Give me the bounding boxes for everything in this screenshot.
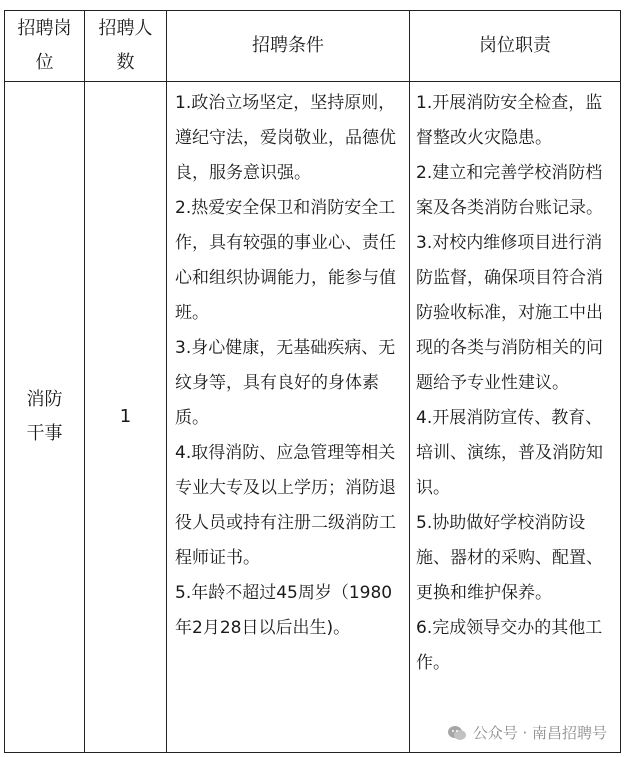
condition-item: 1.政治立场坚定，坚持原则，遵纪守法，爱岗敬业，品德优良，服务意识强。: [175, 93, 396, 183]
condition-item: 5.年龄不超过45周岁（1980年2月28日以后出生)。: [175, 583, 393, 638]
cell-count: 1: [85, 82, 167, 753]
watermark: [447, 722, 607, 743]
header-position: [5, 11, 85, 82]
position-line-1: 消防: [26, 389, 63, 410]
cell-duties: [410, 82, 621, 753]
duty-item: 3.对校内维修项目进行消防监督，确保项目符合消防验收标准，对施工中出现的各类与消防相关的问题给予专业性建议。: [416, 233, 603, 393]
header-position-line-2: 位: [35, 52, 54, 73]
condition-item: 4.取得消防、应急管理等相关专业大专及以上学历；消防退役人员或持有注册二级消防工程师证书。: [175, 443, 396, 568]
header-count: [85, 11, 167, 82]
table-row: [5, 82, 621, 753]
position-line-2: 干事: [26, 423, 63, 444]
duty-item: 1.开展消防安全检查，监督整改火灾隐患。: [416, 93, 603, 148]
watermark-text: 公众号 · 南昌招聘号: [472, 724, 607, 742]
wechat-official-account-icon: [447, 724, 467, 742]
header-row: [5, 11, 621, 82]
condition-item: 2.热爱安全保卫和消防安全工作，具有较强的事业心、责任心和组织协调能力，能参与值班。: [175, 198, 396, 323]
header-position-line-1: 招聘岗: [17, 18, 72, 39]
duty-item: 5.协助做好学校消防设施、器材的采购、配置、更换和维护保养。: [416, 513, 603, 603]
header-duties: 岗位职责: [410, 11, 621, 82]
duty-item: 2.建立和完善学校消防档案及各类消防台账记录。: [416, 163, 603, 218]
header-conditions: 招聘条件: [167, 11, 410, 82]
header-count-line-2: 数: [116, 52, 135, 73]
condition-item: 3.身心健康，无基础疾病、无纹身等，具有良好的身体素质。: [175, 338, 396, 428]
duty-item: 6.完成领导交办的其他工作。: [416, 618, 603, 673]
cell-position: [5, 82, 85, 753]
header-count-line-1: 招聘人: [98, 18, 153, 39]
cell-conditions: [167, 82, 410, 753]
recruitment-table: [4, 10, 621, 753]
duty-item: 4.开展消防宣传、教育、培训、演练，普及消防知识。: [416, 408, 603, 498]
